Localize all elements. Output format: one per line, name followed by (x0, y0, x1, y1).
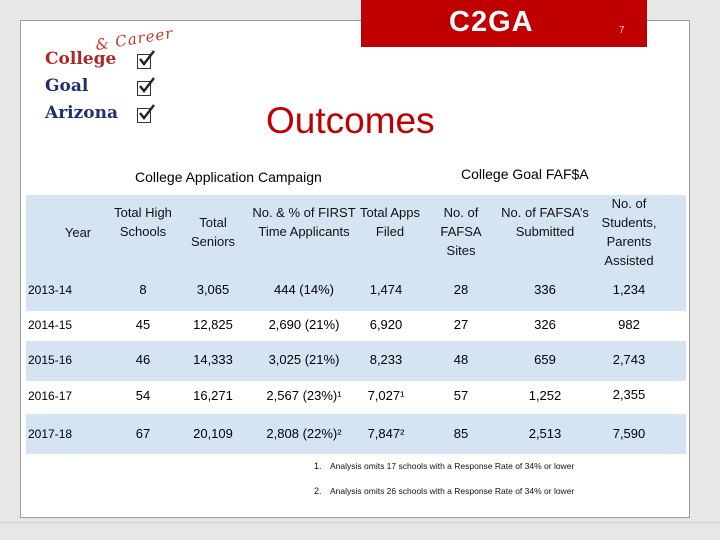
footnote-text: Analysis omits 26 schools with a Response Rate of 34% or lower (330, 486, 575, 496)
footnote-number: 1. (314, 461, 322, 471)
table-cell: 2,690 (21%) (268, 317, 340, 332)
table-cell: 7,027¹ (367, 388, 405, 403)
table-cell-year: 2017-18 (28, 427, 73, 441)
table-cell: 85 (453, 426, 469, 441)
table-cell: 8,233 (369, 352, 403, 367)
footnote-number: 2. (314, 486, 322, 496)
table-cell-year: 2015-16 (28, 353, 73, 367)
logo-tagline: & Career (94, 23, 175, 55)
table-cell: 444 (14%) (274, 282, 334, 297)
table-cell-year: 2013-14 (28, 283, 73, 297)
section-label-application-campaign: College Application Campaign (135, 169, 322, 185)
bottom-divider (0, 522, 720, 523)
logo-word-arizona: Arizona (45, 103, 118, 123)
logo-word-college: College (45, 49, 117, 69)
table-cell: 7,847² (367, 426, 405, 441)
table-cell: 54 (135, 388, 151, 403)
table-cell: 27 (453, 317, 469, 332)
table-header-cell: Year (64, 225, 92, 240)
table-cell-year: 2014-15 (28, 318, 73, 332)
table-cell: 2,567 (23%)¹ (266, 388, 342, 403)
table-header-cell: No. & % of FIRST Time Applicants (252, 205, 356, 239)
table-cell: 67 (135, 426, 151, 441)
table-cell: 1,234 (612, 282, 646, 297)
table-cell: 8 (139, 282, 147, 297)
table-cell: 982 (618, 317, 640, 332)
table-cell: 12,825 (193, 317, 233, 332)
table-cell: 3,065 (196, 282, 230, 297)
checked-box-icon (137, 54, 151, 69)
table-cell: 1,252 (528, 388, 562, 403)
page-title: Outcomes (266, 100, 435, 141)
table-header-cell: Total High Schools (114, 205, 172, 239)
title-banner (361, 0, 647, 47)
checked-box-icon (137, 108, 151, 123)
table-cell: 326 (534, 317, 556, 332)
table-cell: 2,808 (22%)² (266, 426, 342, 441)
section-label-faf-a: College Goal FAF$A (461, 166, 589, 182)
table-cell: 48 (453, 352, 469, 367)
slide-number: 7 (619, 25, 625, 36)
footnote-text: Analysis omits 17 schools with a Response Rate of 34% or lower (330, 461, 575, 471)
table-cell: 1,474 (369, 282, 403, 297)
table-cell: 6,920 (369, 317, 403, 332)
table-cell: 16,271 (193, 388, 233, 403)
table-cell: 2,743 (612, 352, 646, 367)
table-cell-year: 2016-17 (28, 389, 73, 403)
table-cell: 2,513 (528, 426, 562, 441)
table-header-cell: Total Seniors (190, 215, 236, 249)
table-cell: 7,590 (612, 426, 646, 441)
slide-title: C2GA (449, 6, 534, 38)
table-cell: 20,109 (193, 426, 233, 441)
logo-word-goal: Goal (45, 76, 89, 96)
table-cell: 45 (135, 317, 151, 332)
table-cell: 2,355 (612, 387, 646, 402)
college-goal-arizona-logo (45, 23, 175, 128)
table-header-cell: No. of Students, Parents Assisted (601, 196, 657, 268)
table-header-cell: No. of FAFSA’s Submitted (501, 205, 589, 239)
table-header-cell: No. of FAFSA Sites (440, 205, 482, 258)
table-cell: 57 (453, 388, 469, 403)
table-cell: 3,025 (21%) (268, 352, 340, 367)
table-cell: 14,333 (193, 352, 233, 367)
table-cell: 336 (534, 282, 556, 297)
table-cell: 28 (453, 282, 469, 297)
table-cell: 46 (135, 352, 151, 367)
checked-box-icon (137, 81, 151, 96)
table-cell: 659 (534, 352, 556, 367)
table-header-cell: Total Apps Filed (360, 205, 420, 239)
